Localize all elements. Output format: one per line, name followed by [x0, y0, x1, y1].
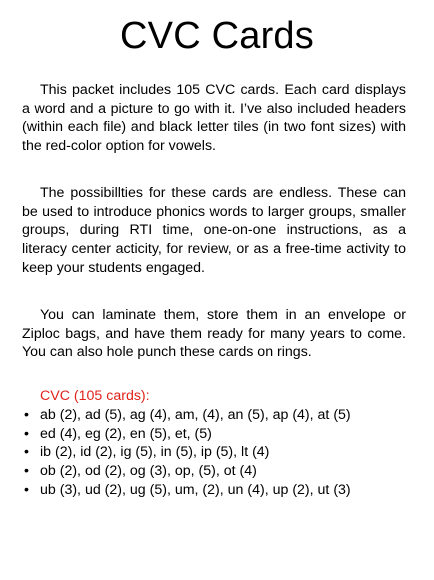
list-item: • ob (2), od (2), og (3), op, (5), ot (4) — [24, 463, 257, 480]
bullet-icon: • — [24, 463, 29, 480]
intro-paragraph — [22, 81, 406, 156]
list-item: • ab (2), ad (5), ag (4), am, (4), an (5), ap (4), at (5) — [24, 406, 351, 423]
bullet-icon: • — [24, 481, 29, 498]
card-list-heading: CVC (105 cards): — [40, 388, 150, 404]
bullet-icon: • — [24, 444, 29, 461]
page-title: CVC Cards — [120, 15, 314, 57]
card-list — [22, 406, 422, 500]
bullet-icon: • — [24, 406, 29, 423]
possibilities-paragraph — [22, 184, 406, 278]
intro-paragraph-text: This packet includes 105 CVC cards. Each card displays a word and a picture to go with it. I’ve also included headers (within each file) and black letter tiles (in two font sizes) with the red-color option for vowels. — [22, 82, 406, 155]
list-item: • ed (4), eg (2), en (5), et, (5) — [24, 425, 212, 442]
possibilities-paragraph-text: The possibillties for these cards are endless. These can be used to introduce phonics words to larger groups, smaller groups, during RTI time, one-on-one instructions, as a literacy center acticity, for review, or as a free-time activity to keep your students engaged. — [22, 185, 406, 276]
storage-paragraph — [22, 306, 406, 362]
list-item: • ib (2), id (2), ig (5), in (5), ip (5), lt (4) — [24, 444, 270, 461]
bullet-icon: • — [24, 425, 29, 442]
storage-paragraph-text: You can laminate them, store them in an envelope or Ziploc bags, and have them ready for many years to come. You can also hole punch these cards on rings. — [22, 307, 406, 361]
list-item: • ub (3), ud (2), ug (5), um, (2), un (4), up (2), ut (3) — [24, 481, 351, 498]
card-list-section — [22, 387, 422, 500]
